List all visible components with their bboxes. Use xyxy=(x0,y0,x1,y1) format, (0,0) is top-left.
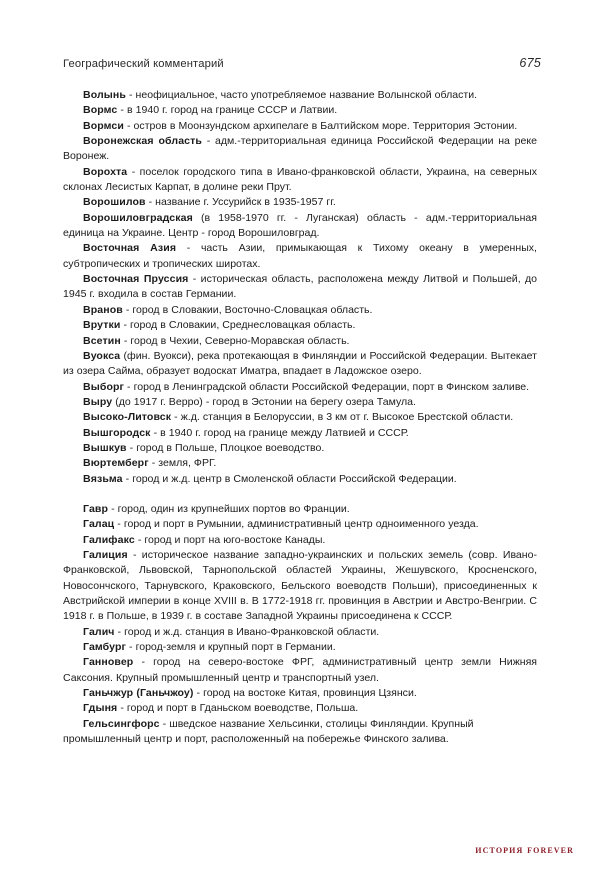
entry-definition: - неофициальное, часто употребляемое название Волынской области. xyxy=(125,89,478,101)
dictionary-entry xyxy=(63,395,537,410)
dictionary-entry xyxy=(63,318,537,333)
dictionary-entry xyxy=(63,380,537,395)
entry-definition: - город в Словакии, Восточно-Словацкая область. xyxy=(122,303,373,316)
entry-headword: Врутки xyxy=(83,319,121,332)
dictionary-entry xyxy=(63,272,537,303)
entry-headword: Ворошилов xyxy=(83,196,146,209)
entry-definition: - остров в Моонзундском архипелаге в Балтийском море. Территория Эстонии. xyxy=(123,119,518,132)
entry-headword: Вюртемберг xyxy=(83,457,149,470)
entry-headword: Гавр xyxy=(83,502,109,515)
entry-definition: - город и ж.д. центр в Смоленской области Российской Федерации. xyxy=(122,472,457,485)
running-head xyxy=(63,56,541,74)
entry-definition: - название г. Уссурийск в 1935-1957 гг. xyxy=(145,196,336,209)
dictionary-entry xyxy=(63,686,537,701)
entry-definition: - шведское название Хельсинки, столицы Финляндии. Крупный промышленный центр и порт, расположенный на побережье Финского залива. xyxy=(63,717,474,746)
entry-definition: (в 1958-1970 гг. - Луганская) область - адм.-территориальная единица на Украине. Центр - город Ворошиловград. xyxy=(63,211,537,240)
dictionary-entry xyxy=(63,640,537,655)
dictionary-entry xyxy=(63,533,537,548)
entry-definition: - поселок городского типа в Ивано-франковской области, Украина, на северных склонах Лесистых Карпат, в долине реки Прут. xyxy=(63,165,537,194)
dictionary-entry xyxy=(63,119,537,134)
entry-definition: - город, один из крупнейших портов во Франции. xyxy=(108,502,350,515)
entry-headword: Вранов xyxy=(83,303,123,316)
dictionary-entry xyxy=(63,472,537,487)
entry-definition: - город и порт на юго-востоке Канады. xyxy=(134,533,326,546)
entry-headword: Ганьчжур (Ганьчжоу) xyxy=(83,687,194,700)
entry-headword: Вязьма xyxy=(83,472,123,485)
paragraph-group-separator xyxy=(63,487,537,502)
entry-headword: Вышгородск xyxy=(83,426,151,439)
entry-definition: - город в Чехии, Северно-Моравская область. xyxy=(120,334,350,347)
page-number: 675 xyxy=(519,56,541,70)
entry-headword: Высоко-Литовск xyxy=(83,411,172,424)
entry-definition: - в 1940 г. город на границе СССР и Латвии. xyxy=(117,104,338,117)
entry-definition: - историческая область, расположена между Литвой и Польшей, до 1945 г. входила в состав Германии. xyxy=(63,273,538,301)
entry-definition: - ж.д. станция в Белоруссии, в 3 км от г. Высокое Брестской области. xyxy=(171,411,514,424)
entry-definition: - часть Азии, примыкающая к Тихому океану в умеренных, субтропических и тропических широтах. xyxy=(63,242,537,270)
entry-headword: Воронежская область xyxy=(83,135,202,148)
entry-definition: - земля, ФРГ. xyxy=(148,457,217,470)
entry-headword: Гельсингфорс xyxy=(83,717,160,730)
entry-definition: - город на северо-востоке ФРГ, административный центр земли Нижняя Саксония. Крупный промышленный центр и транспортный узел. xyxy=(63,656,537,684)
dictionary-entry xyxy=(63,548,537,625)
entry-definition: - город и порт в Румынии, административный центр одноименного уезда. xyxy=(114,518,479,531)
entry-headword: Галиция xyxy=(83,548,128,561)
dictionary-entry xyxy=(63,517,537,532)
entry-definition: - город и порт в Гданьском воеводстве, Польша. xyxy=(117,702,359,715)
entry-definition: - город в Словакии, Среднесловацкая область. xyxy=(120,319,356,332)
entry-definition: - историческое название западно-украинских и польских земель (совр. Ивано-Франковской, Львовской, Тарнопольской областей Украины, Жешувского, Кросненского, Новосончского, Тарнувского, Краковского, Бельского воеводств Польши), присоединенных к Австрийской империи в конце XVIII в. В 1772-1918 гг. провинция в Австрии и Австро-Венгрии. С 1918 г. в Польше, в 1939 г. в составе Западной Украины присоединена к СССР. xyxy=(63,548,537,623)
entry-headword: Гдыня xyxy=(83,702,118,715)
entry-headword: Ворошиловградская xyxy=(83,211,193,224)
entry-headword: Вуокса xyxy=(83,349,121,362)
entry-headword: Всетин xyxy=(83,334,121,347)
watermark: история forever xyxy=(475,844,574,856)
entry-headword: Галифакс xyxy=(83,533,135,546)
entry-headword: Галич xyxy=(83,625,115,638)
entry-headword: Гамбург xyxy=(83,641,127,654)
dictionary-entry xyxy=(63,502,537,517)
dictionary-entry xyxy=(63,241,537,272)
dictionary-entry xyxy=(63,103,537,118)
dictionary-entry xyxy=(63,426,537,441)
dictionary-entry xyxy=(63,717,537,748)
dictionary-entry xyxy=(63,625,537,640)
dictionary-entry xyxy=(63,334,537,349)
entry-headword: Ворохта xyxy=(83,165,128,178)
dictionary-entry xyxy=(63,410,537,425)
entry-definition: - город и ж.д. станция в Ивано-Франковской области. xyxy=(114,625,380,638)
dictionary-entry xyxy=(63,134,537,165)
dictionary-entry xyxy=(63,701,537,716)
dictionary-entry xyxy=(63,303,537,318)
dictionary-entry xyxy=(63,655,537,686)
dictionary-entry xyxy=(63,349,537,380)
entry-headword: Вормс xyxy=(83,104,118,117)
entry-headword: Ганновер xyxy=(83,656,134,669)
entry-headword: Восточная Азия xyxy=(83,242,177,255)
entry-headword: Выборг xyxy=(83,380,125,393)
entry-definition: - в 1940 г. город на границе между Латвией и СССР. xyxy=(150,426,409,439)
entry-headword: Галац xyxy=(83,518,115,531)
dictionary-entry xyxy=(63,88,537,103)
dictionary-entry xyxy=(63,211,537,242)
dictionary-entry xyxy=(63,456,537,471)
entry-headword: Выру xyxy=(83,395,113,408)
dictionary-entry-list xyxy=(63,88,537,747)
entry-headword: Восточная Пруссия xyxy=(83,273,189,286)
entry-definition: - город-земля и крупный порт в Германии. xyxy=(126,641,336,654)
dictionary-entry xyxy=(63,165,537,196)
entry-headword: Волынь xyxy=(83,89,126,101)
entry-definition: (фин. Вуокси), река протекающая в Финляндии и Российской Федерации. Вытекает из озера Сайма, образует водоскат Иматра, впадает в Ладожское озеро. xyxy=(63,349,537,378)
entry-definition: (до 1917 г. Верро) - город в Эстонии на берегу озера Тамула. xyxy=(112,395,416,408)
entry-definition: - город в Ленинградской области Российской Федерации, порт в Финском заливе. xyxy=(124,380,530,393)
entry-definition: - адм.-территориальная единица Российской Федерации на реке Воронеж. xyxy=(63,135,538,163)
dictionary-entry xyxy=(63,441,537,456)
entry-definition: - город на востоке Китая, провинция Цзянси. xyxy=(193,687,417,700)
entry-headword: Вышкув xyxy=(83,441,127,454)
running-head-title: Географический комментарий xyxy=(63,58,224,70)
dictionary-entry xyxy=(63,195,537,210)
entry-headword: Вормси xyxy=(83,119,124,132)
entry-definition: - город в Польше, Плоцкое воеводство. xyxy=(126,441,325,454)
